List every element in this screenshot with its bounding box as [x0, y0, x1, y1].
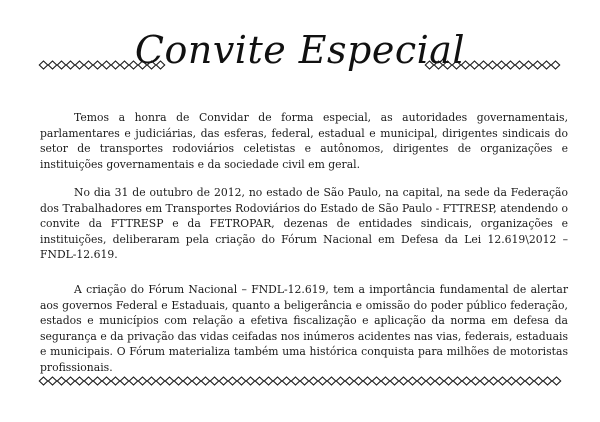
diamond-icon [471, 377, 479, 385]
diamond-icon [533, 61, 541, 69]
diamond-icon [435, 377, 443, 385]
diamond-icon [300, 377, 308, 385]
diamond-icon [390, 377, 398, 385]
diamond-icon [488, 61, 496, 69]
diamond-icon [443, 61, 451, 69]
diamond-icon [516, 377, 524, 385]
diamond-icon [543, 377, 551, 385]
diamond-chain-svg [38, 376, 566, 386]
paragraph-forum-importance: A criação do Fórum Nacional – FNDL-12.619, tem a importância fundamental de alertar aos governos Federal e Estaduais, quanto a beligerância e omissão do poder público federação, estados e municípios com relação a efetiva fiscalização e aplicação da norma em defesa da segurança e da privação das vidas ceifadas nos inúmeros acidentes nas vias, federais, estaduais e municipais. O Fórum materializa também uma histórica conquista para milhões de motoristas profissionais. [40, 283, 568, 374]
diamond-icon [138, 61, 146, 69]
diamond-icon [461, 61, 469, 69]
diamond-icon [156, 377, 164, 385]
diamond-icon [102, 377, 110, 385]
diamond-icon [210, 377, 218, 385]
diamond-icon [381, 377, 389, 385]
diamond-icon [399, 377, 407, 385]
diamond-icon [345, 377, 353, 385]
diamond-icon [84, 377, 92, 385]
diamond-icon [129, 61, 137, 69]
diamond-icon [354, 377, 362, 385]
diamond-icon [201, 377, 209, 385]
diamond-icon [228, 377, 236, 385]
diamond-icon [542, 61, 550, 69]
diamond-icon [489, 377, 497, 385]
diamond-icon [174, 377, 182, 385]
paragraph-invitation: Temos a honra de Convidar de forma especial, as autoridades governamentais, parlamentares e judiciárias, das esferas, federal, estadual e municipal, dirigentes sindicais do setor de transportes rodoviários celetistas e autônomos, dirigentes de organizações e instituições governamentais e da sociedade civil em geral. [40, 111, 568, 171]
diamond-icon [165, 377, 173, 385]
diamond-icon [479, 61, 487, 69]
diamond-chain-svg [38, 60, 174, 70]
diamond-icon [120, 61, 128, 69]
diamond-icon [282, 377, 290, 385]
diamond-icon [156, 61, 164, 69]
diamond-border-ornament [424, 60, 566, 70]
diamond-icon [534, 377, 542, 385]
diamond-icon [129, 377, 137, 385]
diamond-icon [57, 377, 65, 385]
diamond-icon [426, 377, 434, 385]
diamond-icon [219, 377, 227, 385]
diamond-icon [57, 61, 65, 69]
diamond-icon [147, 377, 155, 385]
diamond-icon [336, 377, 344, 385]
diamond-icon [497, 61, 505, 69]
diamond-icon [111, 377, 119, 385]
paragraph-forum-creation: No dia 31 de outubro de 2012, no estado de São Paulo, na capital, na sede da Federação dos Trabalhadores em Transportes Rodoviários do Estado de São Paulo - FTTRESP, atendendo o convite da FTTRESP e da FETROPAR, dezenas de entidades sindicais, organizações e instituições, deliberaram pela criação do Fórum Nacional em Defesa da Lei 12.619\2012 – FNDL-12.619. [40, 186, 568, 262]
diamond-icon [551, 61, 559, 69]
diamond-icon [84, 61, 92, 69]
diamond-icon [39, 61, 47, 69]
diamond-icon [75, 377, 83, 385]
diamond-icon [425, 61, 433, 69]
diamond-icon [246, 377, 254, 385]
diamond-icon [552, 377, 560, 385]
diamond-icon [75, 61, 83, 69]
diamond-border-ornament [38, 376, 566, 386]
diamond-icon [93, 377, 101, 385]
diamond-icon [417, 377, 425, 385]
diamond-icon [192, 377, 200, 385]
diamond-icon [525, 377, 533, 385]
diamond-icon [327, 377, 335, 385]
diamond-icon [138, 377, 146, 385]
diamond-icon [291, 377, 299, 385]
diamond-chain-svg [424, 60, 566, 70]
diamond-icon [48, 377, 56, 385]
diamond-icon [498, 377, 506, 385]
diamond-icon [102, 61, 110, 69]
diamond-icon [309, 377, 317, 385]
diamond-icon [444, 377, 452, 385]
diamond-icon [434, 61, 442, 69]
diamond-icon [470, 61, 478, 69]
diamond-icon [39, 377, 47, 385]
diamond-icon [93, 61, 101, 69]
diamond-icon [66, 61, 74, 69]
diamond-icon [147, 61, 155, 69]
diamond-icon [515, 61, 523, 69]
diamond-icon [255, 377, 263, 385]
diamond-icon [480, 377, 488, 385]
diamond-icon [507, 377, 515, 385]
diamond-icon [506, 61, 514, 69]
diamond-icon [452, 61, 460, 69]
diamond-icon [363, 377, 371, 385]
diamond-icon [524, 61, 532, 69]
invitation-title: Convite Especial [134, 28, 466, 72]
diamond-border-ornament [38, 60, 174, 70]
diamond-icon [372, 377, 380, 385]
diamond-icon [66, 377, 74, 385]
diamond-icon [453, 377, 461, 385]
diamond-icon [237, 377, 245, 385]
diamond-icon [408, 377, 416, 385]
diamond-icon [111, 61, 119, 69]
diamond-icon [264, 377, 272, 385]
diamond-icon [273, 377, 281, 385]
diamond-icon [120, 377, 128, 385]
diamond-icon [462, 377, 470, 385]
diamond-icon [48, 61, 56, 69]
diamond-icon [183, 377, 191, 385]
diamond-icon [318, 377, 326, 385]
